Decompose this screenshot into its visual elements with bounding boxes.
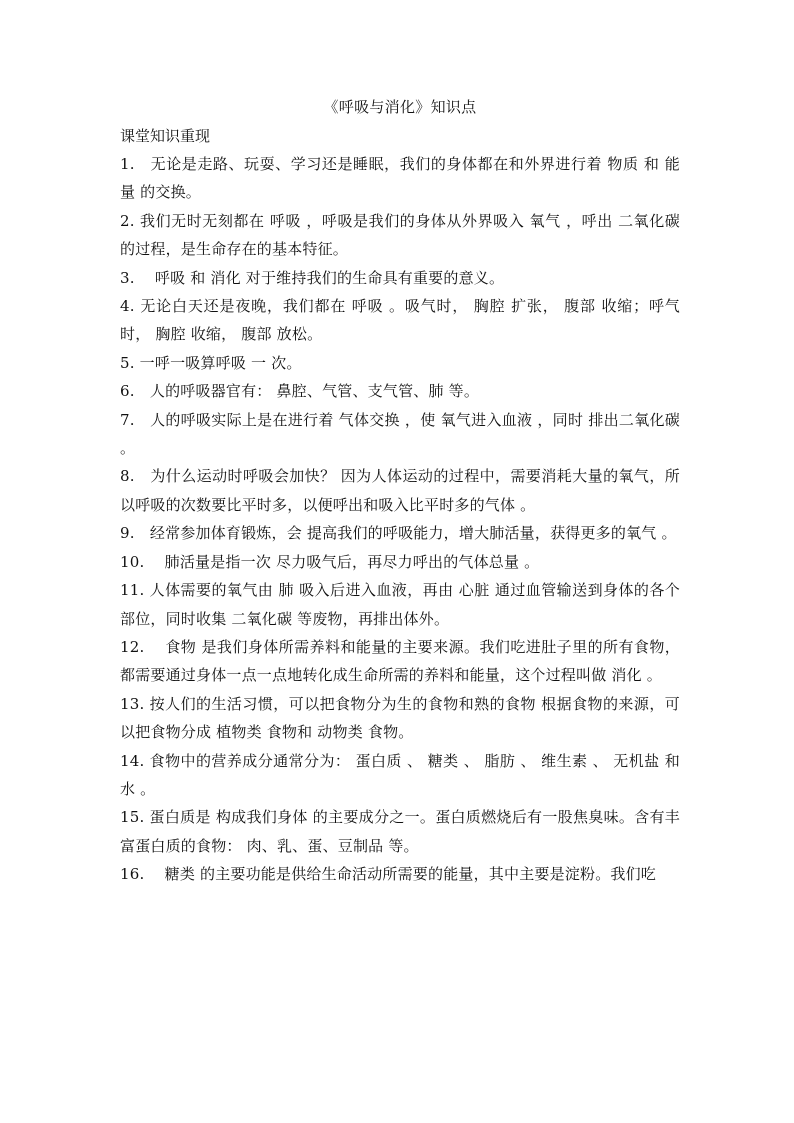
paragraph-9: 9. 经常参加体育锻炼，会 提高我们的呼吸能力，增大肺活量，获得更多的氧气 。 [120,524,677,543]
paragraph-7: 7. 人的呼吸实际上是在进行着 气体交换 ，使 氧气进入血液 ，同时 排出二氧化碳 。 [120,410,680,458]
paragraph-13: 13. 按人们的生活习惯，可以把食物分为生的食物和熟的食物 根据食物的来源，可以把食物分成 植物类 食物和 动物类 食物。 [120,694,680,742]
paragraph-15: 15. 蛋白质是 构成我们身体 的主要成分之一。蛋白质燃烧后有一股焦臭味。含有丰富蛋白质的食物： 肉、乳、蛋、豆制品 等。 [120,808,680,855]
paragraph-1: 1. 无论是走路、玩耍、学习还是睡眠，我们的身体都在和外界进行着 物质 和 能量 的交换。 [120,155,680,202]
document-title: 《呼吸与消化》知识点 [323,98,477,116]
paragraph-3: 3. 呼吸 和 消化 对于维持我们的生命具有重要的意义。 [120,268,505,287]
paragraph-14: 14. 食物中的营养成分通常分为： 蛋白质 、 糖类 、 脂肪 、 维生素 、 无机盐 和 水 。 [120,751,680,798]
paragraph-2: 2. 我们无时无刻都在 呼吸 ，呼吸是我们的身体从外界吸入 氧气 ，呼出 二氧化碳 的过程，是生命存在的基本特征。 [120,211,680,259]
paragraph-4: 4. 无论白天还是夜晚，我们都在 呼吸 。吸气时， 胸腔 扩张， 腹部 收缩；呼气时， 胸腔 收缩， 腹部 放松。 [120,297,680,344]
paragraph-6: 6. 人的呼吸器官有： 鼻腔、气管、支气管、肺 等。 [120,382,480,401]
paragraph-11: 11. 人体需要的氧气由 肺 吸入后进入血液，再由 心脏 通过血管输送到身体的各个部位，同时收集 二氧化碳 等废物，再排出体外。 [120,581,680,628]
paragraph-8: 8. 为什么运动时呼吸会加快？ 因为人体运动的过程中，需要消耗大量的氧气，所以呼吸的次数要比平时多，以便呼出和吸入比平时多的气体 。 [120,467,680,514]
paragraph-5: 5. 一呼一吸算呼吸 一 次。 [120,353,302,372]
document-page [120,94,680,889]
paragraph-10: 10. 肺活量是指一次 尽力吸气后，再尽力呼出的气体总量 。 [120,552,540,571]
paragraph-12: 12. 食物 是我们身体所需养料和能量的主要来源。我们吃进肚子里的所有食物，都需要通过身体一点一点地转化成生命所需的养料和能量，这个过程叫做 消化 。 [120,637,680,685]
section-heading: 课堂知识重现 [120,127,211,145]
paragraph-16: 16. 糖类 的主要功能是供给生命活动所需要的能量，其中主要是淀粉。我们吃 [120,865,656,884]
